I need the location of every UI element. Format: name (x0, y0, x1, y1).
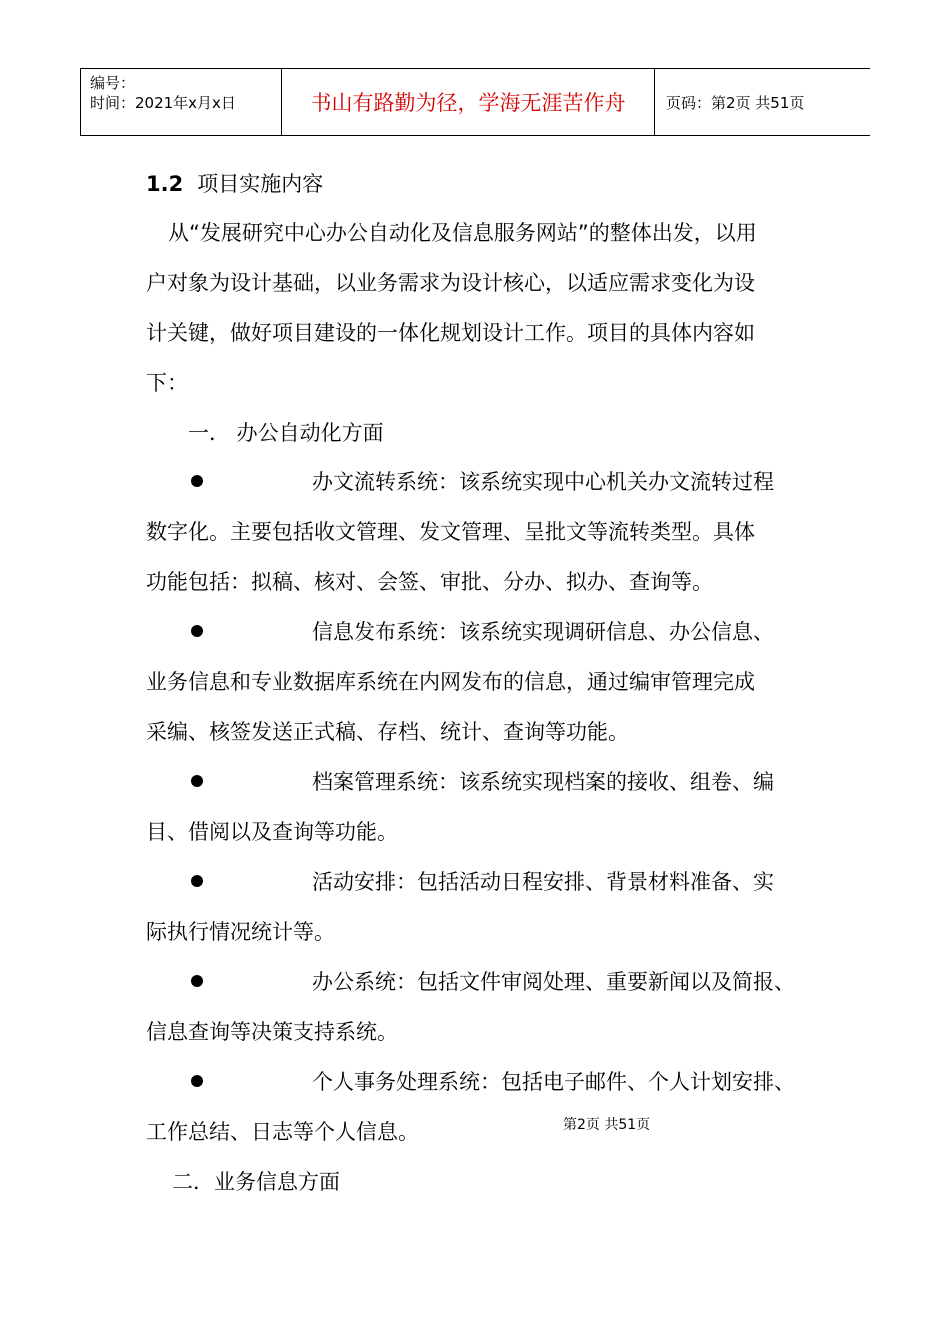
list-item-line: 功能包括：拟稿、核对、会签、审批、分办、拟办、查询等。 (146, 570, 713, 594)
list-item-line: 数字化。主要包括收文管理、发文管理、呈批文等流转类型。具体 (146, 520, 755, 544)
part2-title: 二．业务信息方面 (172, 1170, 340, 1194)
list-item-line: 目、借阅以及查询等功能。 (146, 820, 398, 844)
bullet-icon (191, 975, 203, 987)
list-item-first-line: 档案管理系统：该系统实现档案的接收、组卷、编 (312, 770, 774, 794)
document-header (80, 68, 870, 136)
header-meta (81, 69, 282, 135)
list-item-first-line: 个人事务处理系统：包括电子邮件、个人计划安排、 (312, 1070, 795, 1094)
section-heading (146, 170, 323, 198)
list-item-first-line: 办文流转系统：该系统实现中心机关办文流转过程 (312, 470, 774, 494)
intro-line: 下： (146, 371, 188, 395)
bullet-icon (191, 775, 203, 787)
bullet-icon (191, 475, 203, 487)
list-item-line: 信息查询等决策支持系统。 (146, 1020, 398, 1044)
list-item-line: 业务信息和专业数据库系统在内网发布的信息，通过编审管理完成 (146, 670, 755, 694)
section-number: 1.2 (146, 172, 184, 196)
header-motto: 书山有路勤为径，学海无涯苦作舟 (282, 69, 655, 135)
header-page-label: 页码：第2页 共51页 (666, 93, 805, 112)
intro-line: 户对象为设计基础，以业务需求为设计核心，以适应需求变化为设 (146, 271, 755, 295)
list-item-first-line: 活动安排：包括活动日程安排、背景材料准备、实 (312, 870, 774, 894)
bullet-icon (191, 625, 203, 637)
list-item-line: 际执行情况统计等。 (146, 920, 335, 944)
bullet-icon (191, 875, 203, 887)
number-label: 编号： (90, 74, 136, 92)
bullet-icon (191, 1075, 203, 1087)
list-item-first-line: 信息发布系统：该系统实现调研信息、办公信息、 (312, 620, 774, 644)
intro-line: 从“发展研究中心办公自动化及信息服务网站”的整体出发，以用 (168, 221, 757, 245)
intro-line: 计关键，做好项目建设的一体化规划设计工作。项目的具体内容如 (146, 321, 755, 345)
time-label: 时间：2021年x月x日 (90, 94, 236, 112)
list-item-line: 采编、核签发送正式稿、存档、统计、查询等功能。 (146, 720, 629, 744)
page-footer-number: 第2页 共51页 (563, 1117, 651, 1133)
part1-title: 一． 办公自动化方面 (188, 421, 384, 445)
list-item-first-line: 办公系统：包括文件审阅处理、重要新闻以及简报、 (312, 970, 795, 994)
section-title: 项目实施内容 (197, 172, 324, 196)
list-item-line: 工作总结、日志等个人信息。 (146, 1120, 419, 1144)
